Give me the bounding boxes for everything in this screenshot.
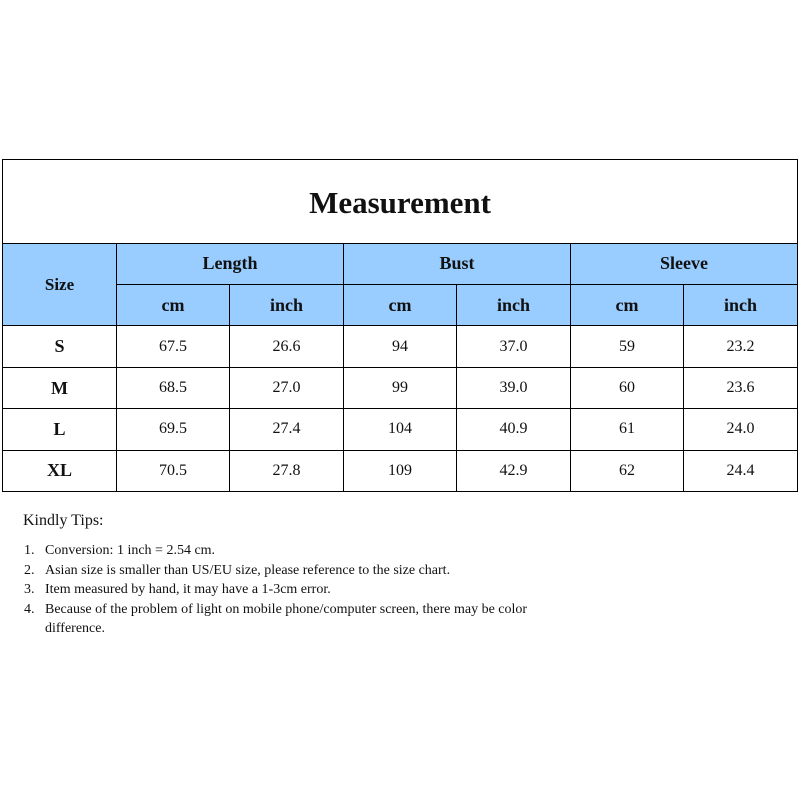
sleeve-cm-cell: 61 bbox=[571, 409, 684, 450]
length-inch-cell: 27.0 bbox=[230, 367, 344, 408]
bust-inch-cell: 40.9 bbox=[457, 409, 571, 450]
length-inch-header: inch bbox=[230, 285, 344, 326]
size-chart-table bbox=[2, 159, 798, 492]
sleeve-inch-cell: 23.2 bbox=[684, 326, 798, 367]
tips-list bbox=[23, 541, 583, 639]
length-cm-cell: 67.5 bbox=[117, 326, 230, 367]
length-inch-cell: 27.4 bbox=[230, 409, 344, 450]
sleeve-inch-header: inch bbox=[684, 285, 798, 326]
sleeve-inch-cell: 24.4 bbox=[684, 450, 798, 491]
tip-item bbox=[23, 600, 583, 639]
sleeve-inch-cell: 23.6 bbox=[684, 367, 798, 408]
tip-text: Asian size is smaller than US/EU size, please reference to the size chart. bbox=[45, 562, 451, 578]
size-cell: XL bbox=[3, 450, 117, 491]
bust-cm-header: cm bbox=[344, 285, 457, 326]
table-row bbox=[3, 326, 798, 367]
tip-text: Because of the problem of light on mobile phone/computer screen, there may be color difference. bbox=[45, 601, 528, 636]
table-row bbox=[3, 409, 798, 450]
length-cm-cell: 69.5 bbox=[117, 409, 230, 450]
tip-number: 4. bbox=[24, 601, 35, 617]
tip-item bbox=[23, 580, 583, 600]
bust-cm-cell: 99 bbox=[344, 367, 457, 408]
kindly-tips bbox=[23, 510, 583, 639]
tips-title: Kindly Tips: bbox=[23, 512, 104, 529]
tip-item bbox=[23, 561, 583, 581]
table-row bbox=[3, 450, 798, 491]
sleeve-cm-cell: 60 bbox=[571, 367, 684, 408]
tip-text: Item measured by hand, it may have a 1-3cm error. bbox=[45, 582, 331, 597]
length-cm-header: cm bbox=[117, 285, 230, 326]
bust-group-header: Bust bbox=[344, 243, 571, 284]
sleeve-cm-header: cm bbox=[571, 285, 684, 326]
tip-number: 3. bbox=[24, 582, 35, 597]
sleeve-inch-cell: 24.0 bbox=[684, 409, 798, 450]
bust-cm-cell: 94 bbox=[344, 326, 457, 367]
size-cell: L bbox=[3, 409, 117, 450]
size-cell: S bbox=[3, 326, 117, 367]
bust-inch-cell: 37.0 bbox=[457, 326, 571, 367]
length-cm-cell: 68.5 bbox=[117, 367, 230, 408]
sleeve-group-header: Sleeve bbox=[571, 243, 798, 284]
size-cell: M bbox=[3, 367, 117, 408]
tip-number: 2. bbox=[24, 562, 35, 578]
bust-cm-cell: 104 bbox=[344, 409, 457, 450]
table-title-text: Measurement bbox=[309, 185, 491, 221]
bust-inch-cell: 42.9 bbox=[457, 450, 571, 491]
bust-inch-header: inch bbox=[457, 285, 571, 326]
length-inch-cell: 26.6 bbox=[230, 326, 344, 367]
table-title bbox=[3, 160, 798, 244]
size-column-header: Size bbox=[3, 243, 117, 326]
tip-item bbox=[23, 541, 583, 561]
bust-inch-cell: 39.0 bbox=[457, 367, 571, 408]
table-row bbox=[3, 367, 798, 408]
tip-number: 1. bbox=[24, 543, 35, 558]
length-cm-cell: 70.5 bbox=[117, 450, 230, 491]
length-inch-cell: 27.8 bbox=[230, 450, 344, 491]
tip-text: Conversion: 1 inch = 2.54 cm. bbox=[45, 543, 216, 558]
sleeve-cm-cell: 62 bbox=[571, 450, 684, 491]
sleeve-cm-cell: 59 bbox=[571, 326, 684, 367]
bust-cm-cell: 109 bbox=[344, 450, 457, 491]
length-group-header: Length bbox=[117, 243, 344, 284]
